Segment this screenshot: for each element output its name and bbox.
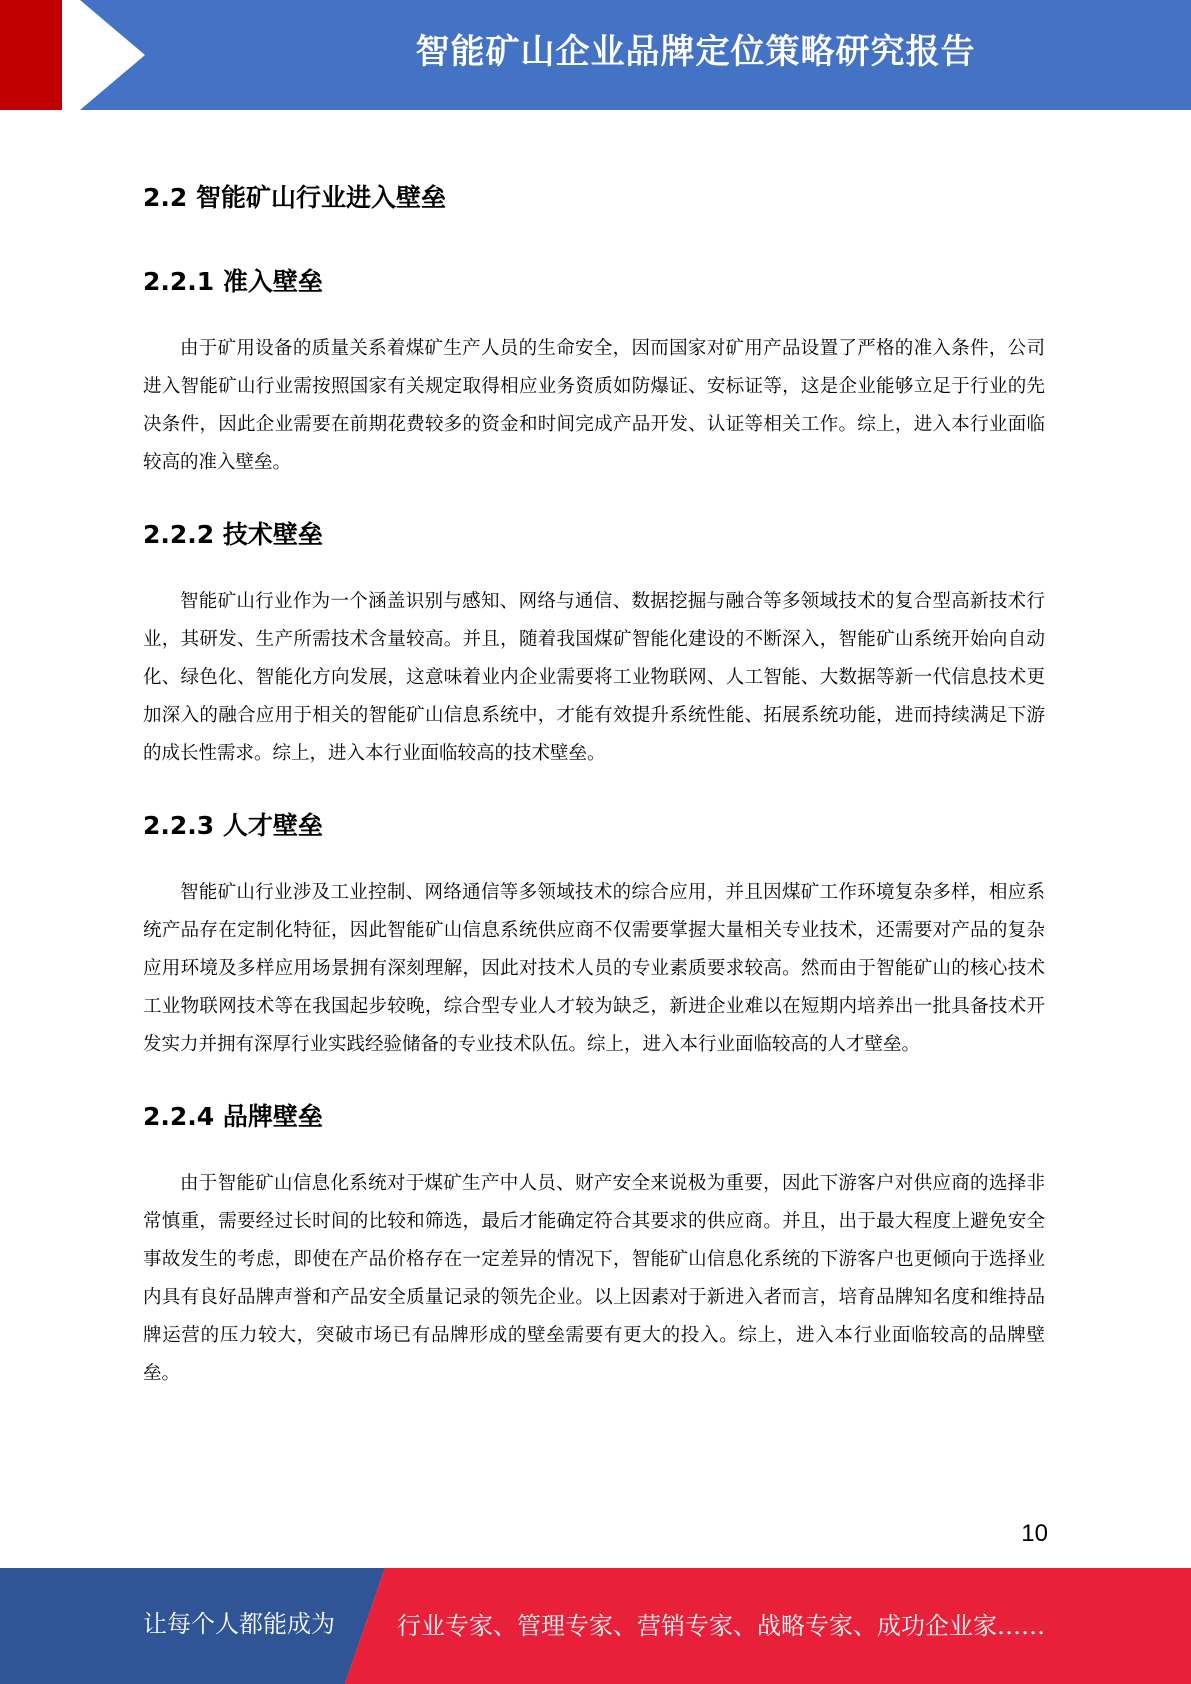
main-content — [143, 178, 1045, 1426]
subsection-heading-technology: 2.2.2 技术壁垒 — [143, 520, 323, 549]
footer-slogan-left: 让每个人都能成为 — [143, 1610, 335, 1638]
footer-slogan-right: 行业专家、管理专家、营销专家、战略专家、成功企业家…… — [397, 1612, 1045, 1640]
section-heading: 2.2 智能矿山行业进入壁垒 — [143, 183, 446, 212]
page-footer — [0, 1568, 1191, 1684]
subsection-heading-access: 2.2.1 准入壁垒 — [143, 267, 323, 296]
report-title: 智能矿山企业品牌定位策略研究报告 — [415, 32, 976, 72]
paragraph-brand-barrier: 由于智能矿山信息化系统对于煤矿生产中人员、财产安全来说极为重要，因此下游客户对供应商的选择非常慎重，需要经过长时间的比较和筛选，最后才能确定符合其要求的供应商。并且，出于最大程度上避免安全事故发生的考虑，即使在产品价格存在一定差异的情况下，智能矿山信息化系统的下游客户也更倾向于选择业内具有良好品牌声誉和产品安全质量记录的领先企业。以上因素对于新进入者而言，培育品牌知名度和维持品牌运营的压力较大，突破市场已有品牌形成的壁垒需要有更大的投入。综上，进入本行业面临较高的品牌壁垒。 — [143, 1173, 1045, 1384]
paragraph-talent-barrier: 智能矿山行业涉及工业控制、网络通信等多领域技术的综合应用，并且因煤矿工作环境复杂多样，相应系统产品存在定制化特征，因此智能矿山信息系统供应商不仅需要掌握大量相关专业技术，还需要对产品的复杂应用环境及多样应用场景拥有深刻理解，因此对技术人员的专业素质要求较高。然而由于智能矿山的核心技术工业物联网技术等在我国起步较晚，综合型专业人才较为缺乏，新进企业难以在短期内培养出一批具备技术开发实力并拥有深厚行业实践经验储备的专业技术队伍。综上，进入本行业面临较高的人才壁垒。 — [143, 882, 1045, 1055]
subsection-heading-talent: 2.2.3 人才壁垒 — [143, 811, 323, 840]
paragraph-technology-barrier: 智能矿山行业作为一个涵盖识别与感知、网络与通信、数据挖掘与融合等多领域技术的复合型高新技术行业，其研发、生产所需技术含量较高。并且，随着我国煤矿智能化建设的不断深入，智能矿山系统开始向自动化、绿色化、智能化方向发展，这意味着业内企业需要将工业物联网、人工智能、大数据等新一代信息技术更加深入的融合应用于相关的智能矿山信息系统中，才能有效提升系统性能、拓展系统功能，进而持续满足下游的成长性需求。综上，进入本行业面临较高的技术壁垒。 — [143, 591, 1045, 764]
subsection-heading-brand: 2.2.4 品牌壁垒 — [143, 1102, 323, 1131]
paragraph-access-barrier: 由于矿用设备的质量关系着煤矿生产人员的生命安全，因而国家对矿用产品设置了严格的准入条件，公司进入智能矿山行业需按照国家有关规定取得相应业务资质如防爆证、安标证等，这是企业能够立足于行业的先决条件，因此企业需要在前期花费较多的资金和时间完成产品开发、认证等相关工作。综上，进入本行业面临较高的准入壁垒。 — [143, 338, 1045, 473]
page-number: 10 — [1021, 1520, 1048, 1547]
page-header — [0, 0, 1191, 110]
